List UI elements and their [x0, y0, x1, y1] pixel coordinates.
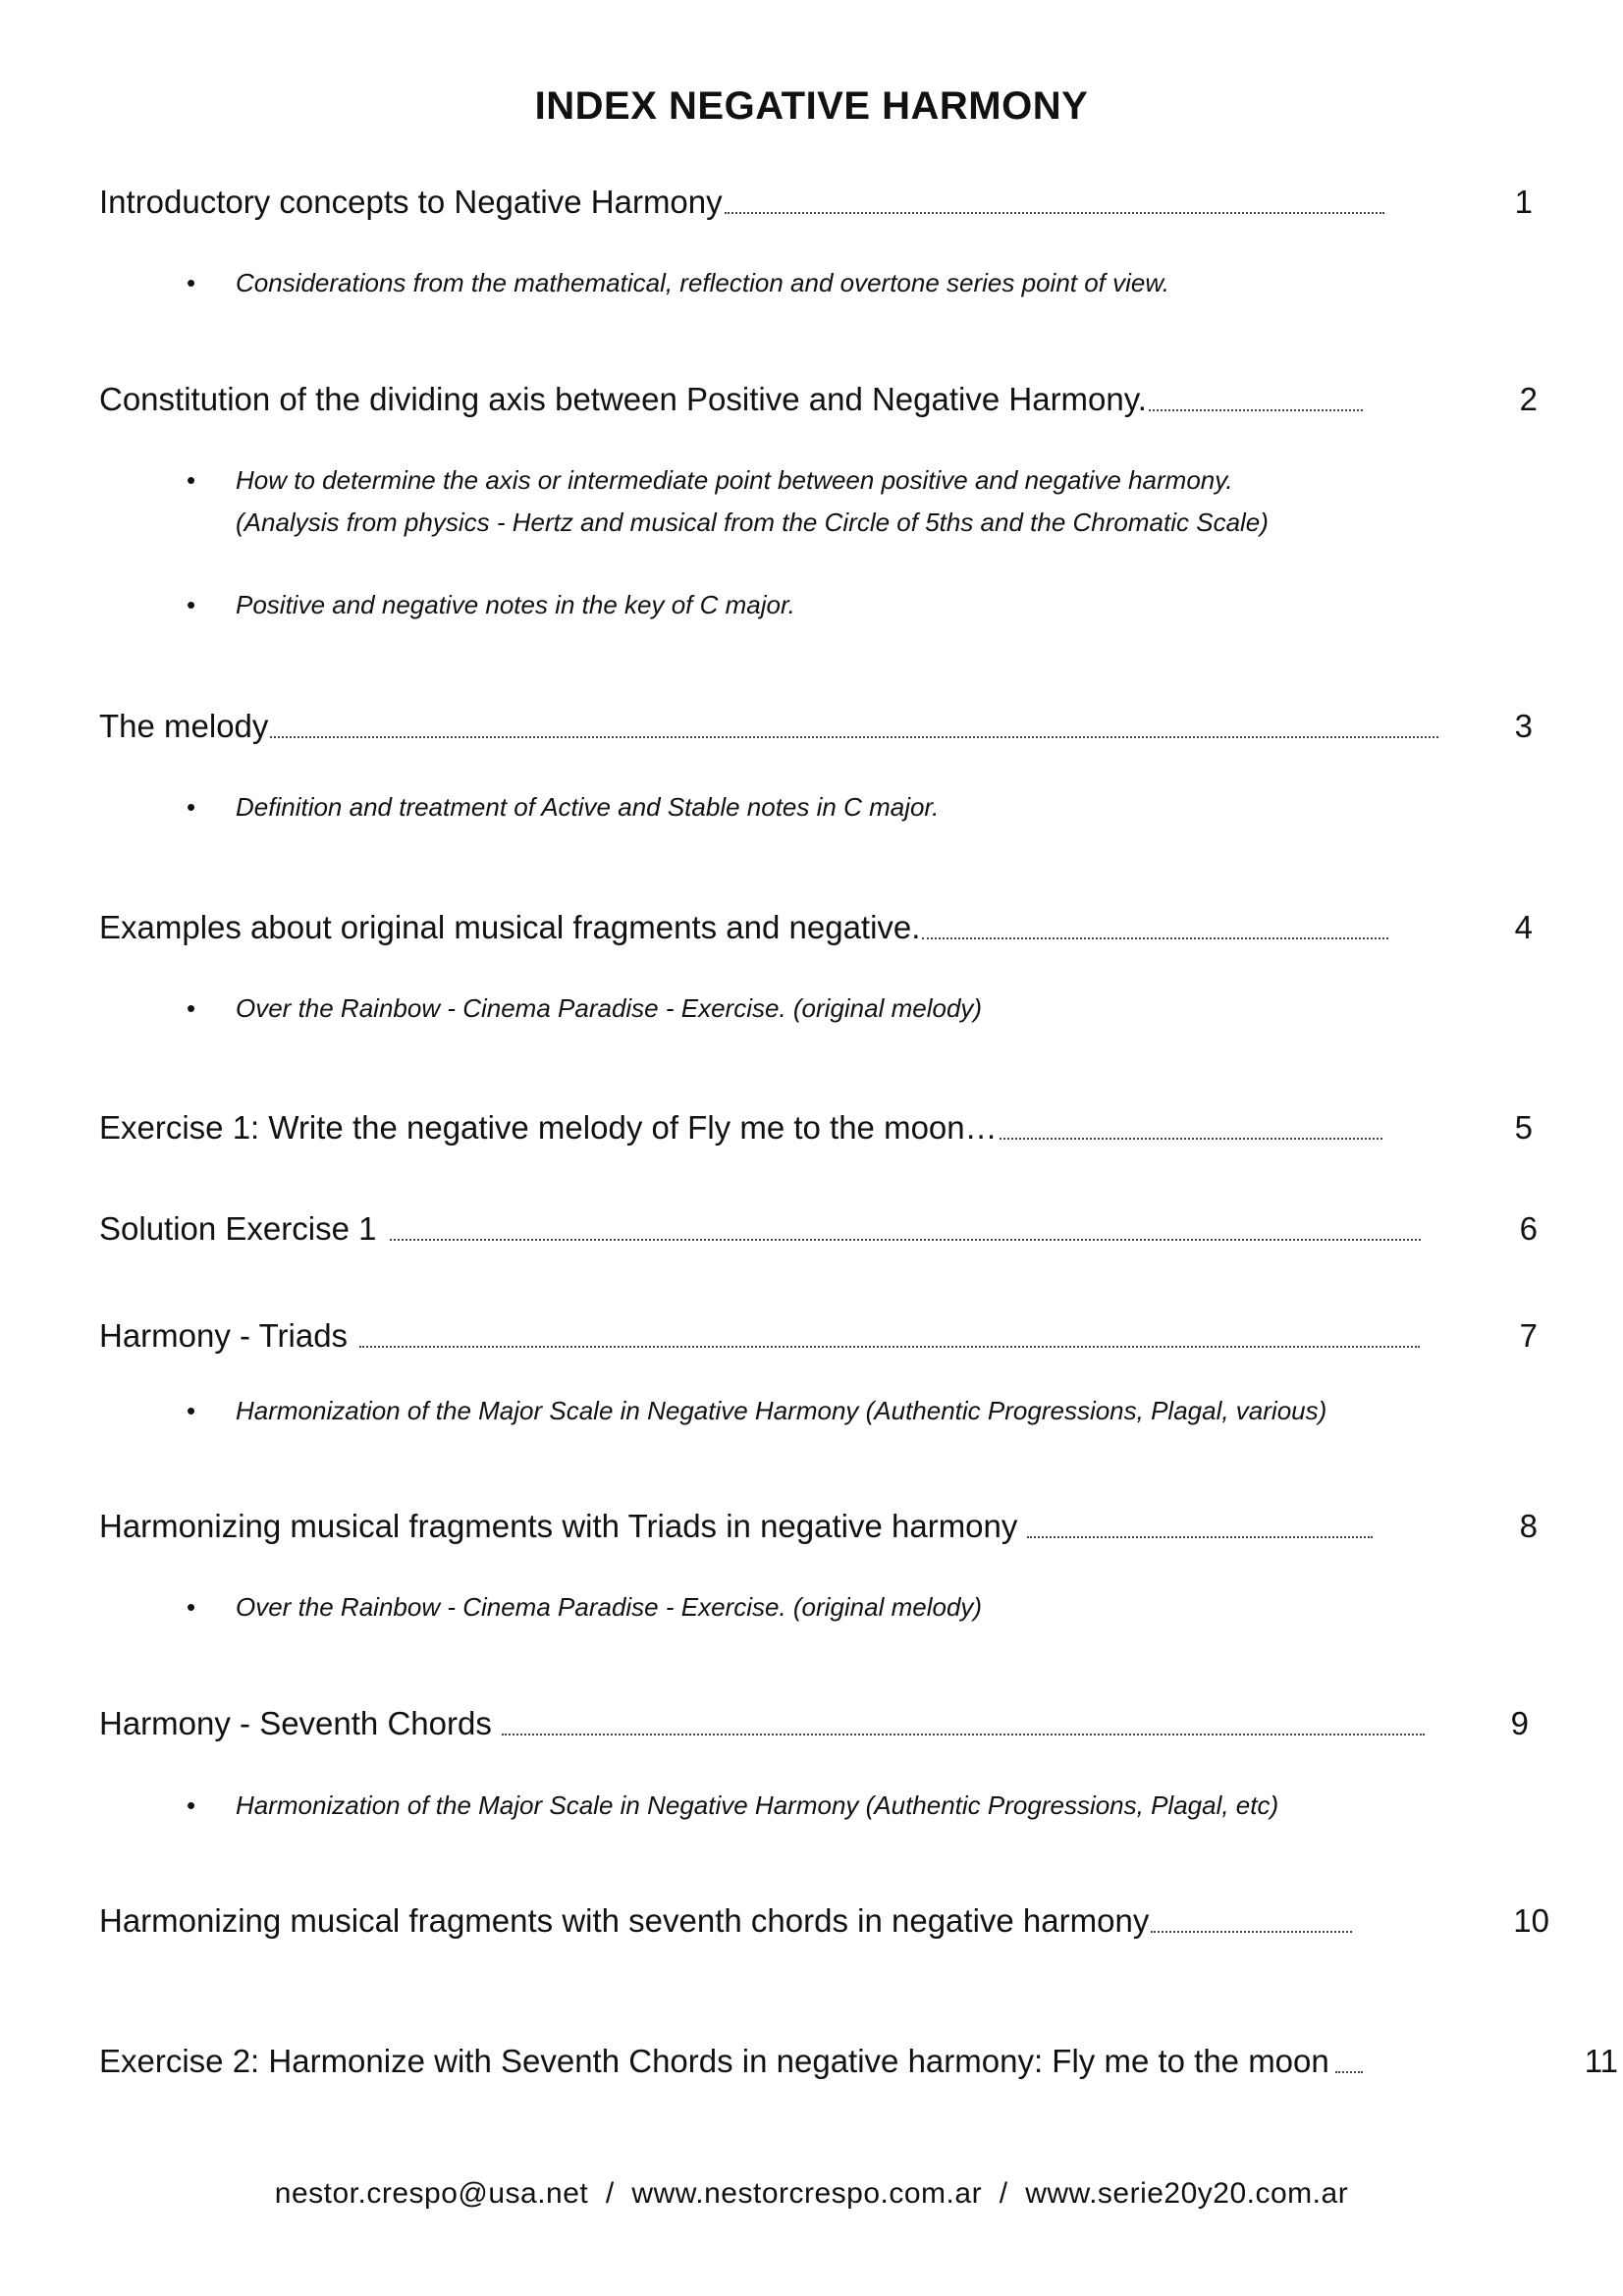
bullet-icon: •	[187, 465, 196, 495]
toc-entry	[99, 1314, 1538, 1358]
toc-entry	[99, 1207, 1538, 1251]
toc-entry	[99, 378, 1538, 421]
toc-entry-label: Harmony - Seventh Chords	[99, 1705, 492, 1741]
toc-entry	[99, 906, 1533, 949]
toc-subitem-text: Over the Rainbow - Cinema Paradise - Exercise. (original melody)	[236, 1592, 983, 1622]
toc-entry-page: 9	[1510, 1705, 1529, 1741]
toc-entry-label: Exercise 2: Harmonize with Seventh Chords in negative harmony: Fly me to the moon	[99, 2043, 1329, 2079]
toc-entry-page: 7	[1519, 1317, 1538, 1354]
toc-entry	[99, 705, 1533, 748]
toc-leader-dots	[1000, 1138, 1382, 1140]
toc-entry-label: Harmonizing musical fragments with seventh chords in negative harmony	[99, 1902, 1150, 1939]
toc-leader-dots	[1335, 2071, 1363, 2073]
toc-leader-dots	[1027, 1536, 1373, 1538]
toc-subitem	[187, 459, 1269, 544]
toc-subitem	[187, 262, 1169, 304]
toc-subitem-text: Considerations from the mathematical, reflection and overtone series point of view.	[236, 268, 1169, 297]
toc-leader-dots	[1151, 1931, 1352, 1933]
toc-entry-page: 2	[1519, 381, 1538, 417]
toc-subitem	[187, 1785, 1278, 1827]
toc-entry-label: Introductory concepts to Negative Harmony	[99, 184, 723, 220]
toc-entry-page: 1	[1514, 184, 1533, 220]
toc-entry-page: 11	[1584, 2043, 1618, 2079]
toc-entry-page: 3	[1514, 708, 1533, 744]
bullet-icon: •	[187, 1592, 196, 1622]
toc-subitem-line: (Analysis from physics - Hertz and musical from the Circle of 5ths and the Chromatic Scale)	[236, 507, 1269, 537]
toc-entry	[99, 181, 1533, 224]
toc-entry	[99, 1899, 1549, 1943]
toc-subitem-text: Harmonization of the Major Scale in Negative Harmony (Authentic Progressions, Plagal, various)	[236, 1396, 1327, 1425]
toc-subitem-text: Harmonization of the Major Scale in Negative Harmony (Authentic Progressions, Plagal, etc)	[236, 1790, 1279, 1820]
toc-subitem	[187, 988, 982, 1030]
toc-entry-label: Examples about original musical fragments and negative.	[99, 909, 921, 945]
toc-leader-dots	[270, 736, 1438, 738]
toc-subitem	[187, 1390, 1326, 1432]
toc-entry	[99, 1702, 1529, 1745]
toc-entry-label: Exercise 1: Write the negative melody of Fly me to the moon…	[99, 1109, 998, 1146]
toc-entry-label: Harmonizing musical fragments with Triads in negative harmony	[99, 1508, 1018, 1544]
toc-entry	[99, 1106, 1533, 1149]
toc-subitem-text: Definition and treatment of Active and Stable notes in C major.	[236, 792, 940, 822]
bullet-icon: •	[187, 590, 196, 619]
toc-leader-dots	[502, 1734, 1425, 1735]
toc-entry-label: Constitution of the dividing axis between Positive and Negative Harmony.	[99, 381, 1147, 417]
toc-entry-page: 10	[1513, 1902, 1549, 1939]
page-title: INDEX NEGATIVE HARMONY	[534, 84, 1089, 128]
toc-entry-page: 6	[1519, 1210, 1538, 1247]
toc-subitem-line: How to determine the axis or intermediate point between positive and negative harmony.	[236, 465, 1233, 495]
toc-subitem	[187, 1586, 982, 1629]
toc-subitem	[187, 786, 939, 828]
bullet-icon: •	[187, 1396, 196, 1425]
toc-leader-dots	[359, 1346, 1420, 1348]
toc-entry-label: Solution Exercise 1	[99, 1210, 377, 1247]
toc-leader-dots	[390, 1239, 1421, 1241]
bullet-icon: •	[187, 268, 196, 297]
toc-entry	[99, 2040, 1618, 2083]
toc-entry-page: 4	[1514, 909, 1533, 945]
toc-entry-label: The melody	[99, 708, 269, 744]
toc-entry	[99, 1505, 1538, 1548]
page-footer: nestor.crespo@usa.net / www.nestorcrespo.com.ar / www.serie20y20.com.ar	[274, 2177, 1349, 2210]
toc-leader-dots	[725, 212, 1384, 214]
bullet-icon: •	[187, 792, 196, 822]
toc-subitem-text	[236, 459, 1269, 544]
bullet-icon: •	[187, 1790, 196, 1820]
toc-leader-dots	[1149, 409, 1363, 411]
toc-subitem-text: Over the Rainbow - Cinema Paradise - Exercise. (original melody)	[236, 993, 983, 1023]
toc-entry-page: 5	[1514, 1109, 1533, 1146]
toc-entry-page: 8	[1519, 1508, 1538, 1544]
bullet-icon: •	[187, 993, 196, 1023]
toc-entry-label: Harmony - Triads	[99, 1317, 349, 1354]
toc-subitem	[187, 584, 795, 626]
toc-subitem-text: Positive and negative notes in the key of C major.	[236, 590, 795, 619]
toc-leader-dots	[922, 937, 1388, 939]
